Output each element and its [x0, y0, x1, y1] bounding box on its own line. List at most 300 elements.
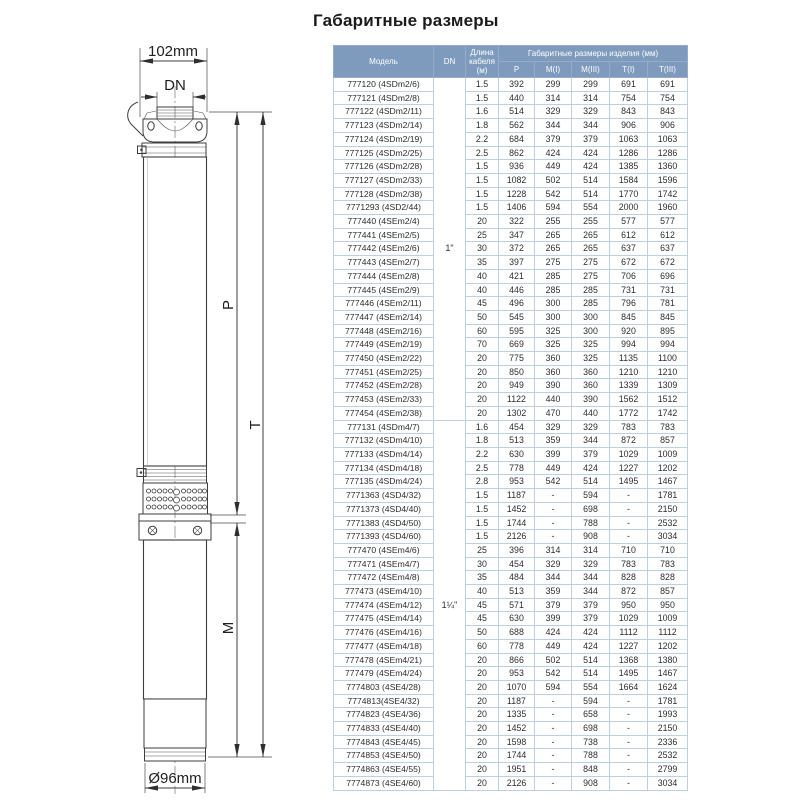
dimension-cell: 710 [610, 543, 648, 557]
model-cell: 777443 (4SEm2/7) [334, 256, 434, 270]
m-label: M [220, 621, 237, 635]
dimension-cell: 1584 [610, 173, 648, 187]
dimension-cell: 390 [535, 379, 572, 393]
dimension-cell: 1063 [610, 132, 648, 146]
dimension-cell: - [535, 516, 572, 530]
dimension-cell: 630 [499, 447, 535, 461]
table-row [334, 763, 688, 777]
dimension-cell: - [535, 749, 572, 763]
cable-length-cell: 60 [466, 639, 499, 653]
model-cell: 777125 (4SDm2/25) [334, 146, 434, 160]
table-row [334, 461, 688, 475]
dimension-cell: 360 [572, 365, 610, 379]
table-row [334, 91, 688, 105]
dimension-cell: 866 [499, 653, 535, 667]
model-cell: 777476 (4SEm4/16) [334, 626, 434, 640]
dimension-cell: 783 [610, 557, 648, 571]
dimension-cell: 571 [499, 598, 535, 612]
cable-length-cell: 20 [466, 722, 499, 736]
dimension-cell: 1951 [499, 763, 535, 777]
dimension-cell: 1227 [610, 461, 648, 475]
cable-length-cell: 2.2 [466, 132, 499, 146]
dimension-cell: 1100 [648, 352, 688, 366]
model-cell: 777471 (4SEm4/7) [334, 557, 434, 571]
model-cell: 777454 (4SEm2/38) [334, 406, 434, 420]
dn-cell: 1" [434, 78, 466, 421]
table-row [334, 228, 688, 242]
cable-length-cell: 1.6 [466, 105, 499, 119]
model-cell: 777445 (4SEm2/9) [334, 283, 434, 297]
table-row [334, 256, 688, 270]
dimension-cell: 449 [535, 639, 572, 653]
dimension-cell: 424 [572, 461, 610, 475]
dimension-cell: 2150 [648, 722, 688, 736]
model-cell: 777135 (4SDm4/24) [334, 475, 434, 489]
dimension-cell: 1202 [648, 639, 688, 653]
dimension-cell: 514 [499, 105, 535, 119]
cable-length-cell: 20 [466, 763, 499, 777]
dimension-cell: 845 [610, 310, 648, 324]
dimension-cell: 3034 [648, 530, 688, 544]
cable-length-cell: 2.2 [466, 447, 499, 461]
dimension-cell: - [535, 763, 572, 777]
table-row [334, 324, 688, 338]
dimension-cell: 300 [572, 310, 610, 324]
dimension-cell: 953 [499, 667, 535, 681]
dimension-cell: 1122 [499, 393, 535, 407]
table-row [334, 365, 688, 379]
dimension-cell: 344 [572, 571, 610, 585]
header-dn: DN [434, 46, 466, 78]
dimension-cell: 325 [535, 338, 572, 352]
dimension-cell: 594 [535, 680, 572, 694]
cable-length-cell: 25 [466, 543, 499, 557]
model-cell: 7774803 (4SE4/28) [334, 680, 434, 694]
table-row [334, 502, 688, 516]
header-t1: T(I) [610, 62, 648, 78]
dimension-cell: 424 [572, 160, 610, 174]
cable-length-cell: 50 [466, 310, 499, 324]
table-row [334, 530, 688, 544]
model-cell: 777473 (4SEm4/10) [334, 585, 434, 599]
dimension-cell: 1770 [610, 187, 648, 201]
cable-length-cell: 40 [466, 283, 499, 297]
dimension-cell: 731 [610, 283, 648, 297]
cable-length-cell: 20 [466, 749, 499, 763]
dimension-cell: 314 [572, 543, 610, 557]
model-cell: 777452 (4SEm2/28) [334, 379, 434, 393]
dimension-cell: 1781 [648, 694, 688, 708]
dimension-cell: 314 [535, 543, 572, 557]
dimension-cell: 265 [572, 228, 610, 242]
dimension-cell: 710 [648, 543, 688, 557]
dimension-cell: 300 [535, 310, 572, 324]
dimension-cell: 630 [499, 612, 535, 626]
pump-body [144, 157, 207, 466]
dimension-cell: 672 [610, 256, 648, 270]
dimension-cell: 3034 [648, 776, 688, 790]
dn-label: DN [164, 77, 186, 94]
dimension-cell: 698 [572, 502, 610, 516]
dimension-cell: 843 [610, 105, 648, 119]
dimension-cell: 440 [572, 406, 610, 420]
dimension-cell: 554 [572, 680, 610, 694]
cable-length-cell: 1.5 [466, 173, 499, 187]
dimension-cell: 514 [572, 475, 610, 489]
cable-length-cell: 20 [466, 365, 499, 379]
dimension-cell: 778 [499, 639, 535, 653]
table-row [334, 119, 688, 133]
cable-length-cell: 1.5 [466, 91, 499, 105]
dimension-cell: 502 [535, 653, 572, 667]
dimension-cell: 1512 [648, 393, 688, 407]
table-row [334, 612, 688, 626]
dimension-cell: 314 [535, 91, 572, 105]
table-row [334, 201, 688, 215]
cable-length-cell: 40 [466, 269, 499, 283]
dimension-cell: 577 [648, 215, 688, 229]
dimension-cell: 379 [572, 132, 610, 146]
cable-length-cell: 20 [466, 667, 499, 681]
dimension-cell: 513 [499, 434, 535, 448]
table-row [334, 543, 688, 557]
cable-length-cell: 35 [466, 571, 499, 585]
dimension-cell: 542 [535, 667, 572, 681]
dimension-cell: 1112 [648, 626, 688, 640]
dimension-cell: 2336 [648, 735, 688, 749]
dimension-cell: 1009 [648, 447, 688, 461]
dimension-cell: 562 [499, 119, 535, 133]
model-cell: 777451 (4SEm2/25) [334, 365, 434, 379]
dimension-cell: 514 [572, 173, 610, 187]
cable-length-cell: 1.5 [466, 78, 499, 92]
dimension-cell: 390 [572, 393, 610, 407]
dimension-cell: 1624 [648, 680, 688, 694]
dimension-cell: 1742 [648, 406, 688, 420]
model-cell: 777470 (4SEm4/6) [334, 543, 434, 557]
cable-length-cell: 2.5 [466, 461, 499, 475]
dimension-cell: 347 [499, 228, 535, 242]
table-row [334, 78, 688, 92]
dimension-cell: 845 [648, 310, 688, 324]
outlet-band [138, 143, 207, 157]
dimension-cell: 2799 [648, 763, 688, 777]
table-row [334, 571, 688, 585]
dimension-cell: 545 [499, 310, 535, 324]
model-cell: 777441 (4SEm2/5) [334, 228, 434, 242]
dimension-cell: 691 [610, 78, 648, 92]
table-header [334, 46, 688, 78]
dimension-cell: 738 [572, 735, 610, 749]
header-m3: M(III) [572, 62, 610, 78]
dimension-cell: 399 [535, 612, 572, 626]
dimension-cell: 440 [499, 91, 535, 105]
dimension-cell: 424 [572, 626, 610, 640]
dimension-cell: 344 [572, 585, 610, 599]
table-row [334, 215, 688, 229]
dimension-cell: 908 [572, 530, 610, 544]
table-row [334, 626, 688, 640]
dimension-cell: 1135 [610, 352, 648, 366]
model-cell: 777126 (4SDm2/28) [334, 160, 434, 174]
dimension-cell: 1495 [610, 475, 648, 489]
dimension-cell: 936 [499, 160, 535, 174]
dimension-cell: 300 [572, 324, 610, 338]
model-cell: 777132 (4SDm4/10) [334, 434, 434, 448]
model-cell: 777478 (4SEm4/21) [334, 653, 434, 667]
dimension-cell: 285 [535, 283, 572, 297]
model-cell: 777450 (4SEm2/22) [334, 352, 434, 366]
coupling-band [137, 466, 207, 483]
dimension-cell: 1495 [610, 667, 648, 681]
cable-length-cell: 45 [466, 598, 499, 612]
dimension-cell: 344 [572, 119, 610, 133]
table-row [334, 680, 688, 694]
model-cell: 7774853 (4SE4/50) [334, 749, 434, 763]
model-cell: 7774833 (4SE4/40) [334, 722, 434, 736]
model-cell: 777128 (4SDm2/38) [334, 187, 434, 201]
dimension-cell: 1993 [648, 708, 688, 722]
dimension-cell: 275 [572, 256, 610, 270]
dimension-cell: 796 [610, 297, 648, 311]
dimension-cell: - [535, 708, 572, 722]
dimension-cell: 1368 [610, 653, 648, 667]
dimension-cell: 554 [572, 201, 610, 215]
dimension-cell: 470 [535, 406, 572, 420]
dimension-cell: 1286 [610, 146, 648, 160]
dimension-cell: 542 [535, 475, 572, 489]
table-row [334, 516, 688, 530]
cable-length-cell: 20 [466, 379, 499, 393]
dimension-cell: 2126 [499, 776, 535, 790]
dim-t [247, 112, 266, 757]
dimension-cell: - [610, 530, 648, 544]
dimension-cell: 672 [648, 256, 688, 270]
dimension-cell: 906 [648, 119, 688, 133]
dim-102-label: 102mm [147, 43, 199, 60]
cable-length-cell: 20 [466, 215, 499, 229]
dimension-cell: 392 [499, 78, 535, 92]
dimension-cell: 1187 [499, 489, 535, 503]
cable-length-cell: 60 [466, 324, 499, 338]
dimension-cell: 454 [499, 557, 535, 571]
dimension-cell: 484 [499, 571, 535, 585]
dimension-cell: 454 [499, 420, 535, 434]
table-row [334, 352, 688, 366]
cable-length-cell: 2.8 [466, 475, 499, 489]
dimension-cell: 949 [499, 379, 535, 393]
dimension-cell: 1070 [499, 680, 535, 694]
dimension-cell: 857 [648, 585, 688, 599]
dimension-cell: 397 [499, 256, 535, 270]
dimension-cell: 265 [535, 242, 572, 256]
table-row [334, 269, 688, 283]
dimension-cell: - [535, 489, 572, 503]
cable-length-cell: 1.5 [466, 187, 499, 201]
cable-length-cell: 35 [466, 256, 499, 270]
cable-length-cell: 1.5 [466, 160, 499, 174]
cable-hook [128, 102, 143, 136]
model-cell: 777133 (4SDm4/14) [334, 447, 434, 461]
dimension-cell: 329 [572, 420, 610, 434]
model-cell: 777448 (4SEm2/16) [334, 324, 434, 338]
dimension-cell: 1029 [610, 612, 648, 626]
dimension-cell: 1009 [648, 612, 688, 626]
table-row [334, 489, 688, 503]
dimension-cell: - [535, 735, 572, 749]
model-cell: 777124 (4SDm2/19) [334, 132, 434, 146]
dimension-cell: 329 [535, 557, 572, 571]
model-cell: 7771393 (4SD4/60) [334, 530, 434, 544]
dimension-cell: 1781 [648, 489, 688, 503]
dimension-cell: 329 [572, 557, 610, 571]
dimension-cell: - [610, 502, 648, 516]
dimension-cell: - [535, 530, 572, 544]
dimension-cell: 424 [572, 146, 610, 160]
cable-length-cell: 1.8 [466, 119, 499, 133]
model-cell: 7771363 (4SD4/32) [334, 489, 434, 503]
dim-dn [141, 77, 206, 107]
table-row [334, 708, 688, 722]
table-row [334, 447, 688, 461]
dimension-cell: 850 [499, 365, 535, 379]
dimension-cell: 595 [499, 324, 535, 338]
table-row [334, 132, 688, 146]
cable-length-cell: 20 [466, 735, 499, 749]
dimension-cell: 594 [572, 694, 610, 708]
model-cell: 777134 (4SDm4/18) [334, 461, 434, 475]
dimension-cell: 344 [572, 434, 610, 448]
header-model: Модель [334, 46, 434, 78]
dimension-cell: 775 [499, 352, 535, 366]
dimension-cell: 255 [535, 215, 572, 229]
model-cell: 7774863 (4SE4/55) [334, 763, 434, 777]
dimension-cell: 1210 [610, 365, 648, 379]
dimension-cell: 612 [610, 228, 648, 242]
dimension-cell: - [535, 776, 572, 790]
dimension-cell: 1452 [499, 502, 535, 516]
model-cell: 7774873 (4SE4/60) [334, 776, 434, 790]
model-cell: 777453 (4SEm2/33) [334, 393, 434, 407]
dimension-cell: 424 [535, 146, 572, 160]
model-cell: 7771293 (4SD2/44) [334, 201, 434, 215]
dimension-cell: 1467 [648, 475, 688, 489]
model-cell: 7774823 (4SE4/36) [334, 708, 434, 722]
dimension-cell: 265 [535, 228, 572, 242]
dimension-cell: 594 [572, 489, 610, 503]
dimensions-table [333, 45, 688, 791]
dimension-cell: 828 [610, 571, 648, 585]
table-row [334, 187, 688, 201]
table-row [334, 379, 688, 393]
table-row [334, 722, 688, 736]
dimension-cell: 299 [572, 78, 610, 92]
dimension-cell: 950 [610, 598, 648, 612]
model-cell: 777122 (4SDm2/11) [334, 105, 434, 119]
dimension-cell: 658 [572, 708, 610, 722]
dimension-cell: 953 [499, 475, 535, 489]
dimension-cell: 1082 [499, 173, 535, 187]
dimension-cell: 1227 [610, 639, 648, 653]
dimension-cell: 612 [648, 228, 688, 242]
dimension-cell: 379 [535, 598, 572, 612]
cable-length-cell: 20 [466, 776, 499, 790]
dim-p [220, 112, 240, 515]
t-label: T [247, 420, 264, 430]
table-row [334, 434, 688, 448]
dimension-cell: 396 [499, 543, 535, 557]
cable-length-cell: 45 [466, 297, 499, 311]
dimension-cell: 329 [572, 105, 610, 119]
dimension-cell: 691 [648, 78, 688, 92]
dimension-cell: 1029 [610, 447, 648, 461]
dimension-cell: - [610, 749, 648, 763]
dimension-cell: 285 [572, 283, 610, 297]
table-row [334, 146, 688, 160]
dimension-cell: 2000 [610, 201, 648, 215]
table-body [334, 78, 688, 791]
dimension-cell: 1960 [648, 201, 688, 215]
dimension-cell: - [535, 694, 572, 708]
dimension-cell: 1360 [648, 160, 688, 174]
model-cell: 777474 (4SEm4/12) [334, 598, 434, 612]
cable-length-cell: 20 [466, 694, 499, 708]
dimension-cell: 424 [535, 626, 572, 640]
cable-length-cell: 1.5 [466, 489, 499, 503]
table-row [334, 749, 688, 763]
header-dimensions-group: Габаритные размеры изделия (мм) [499, 46, 688, 62]
dimension-cell: 275 [572, 269, 610, 283]
model-cell: 777131 (4SDm4/7) [334, 420, 434, 434]
table-row [334, 393, 688, 407]
model-cell: 7771383 (4SD4/50) [334, 516, 434, 530]
dimension-cell: 2532 [648, 749, 688, 763]
dimension-cell: 1210 [648, 365, 688, 379]
table-row [334, 639, 688, 653]
motor-body [144, 540, 207, 761]
table-row [334, 310, 688, 324]
header-cable-length: Длина кабеля (м) [466, 46, 499, 78]
model-cell: 777444 (4SEm2/8) [334, 269, 434, 283]
dimension-cell: - [610, 776, 648, 790]
dimension-cell: 1286 [648, 146, 688, 160]
dimension-cell: - [610, 516, 648, 530]
dimension-cell: 1406 [499, 201, 535, 215]
cable-length-cell: 40 [466, 585, 499, 599]
dimension-cell: - [610, 694, 648, 708]
model-cell: 7774813(4SE4/32) [334, 694, 434, 708]
dimension-cell: 440 [535, 393, 572, 407]
table-row [334, 776, 688, 790]
dimension-cell: - [535, 722, 572, 736]
model-cell: 777123 (4SDm2/14) [334, 119, 434, 133]
model-cell: 777440 (4SEm2/4) [334, 215, 434, 229]
dimension-cell: 783 [648, 557, 688, 571]
dimension-cell: 446 [499, 283, 535, 297]
cable-length-cell: 1.5 [466, 530, 499, 544]
dimension-cell: 778 [499, 461, 535, 475]
table-row [334, 420, 688, 434]
dimension-cell: 1385 [610, 160, 648, 174]
header-t3: T(III) [648, 62, 688, 78]
dimension-cell: 1744 [499, 516, 535, 530]
model-cell: 777442 (4SEm2/6) [334, 242, 434, 256]
dimension-cell: 1187 [499, 694, 535, 708]
dimension-cell: 788 [572, 749, 610, 763]
dimension-cell: 688 [499, 626, 535, 640]
dimension-cell: - [610, 735, 648, 749]
dimension-cell: 828 [648, 571, 688, 585]
